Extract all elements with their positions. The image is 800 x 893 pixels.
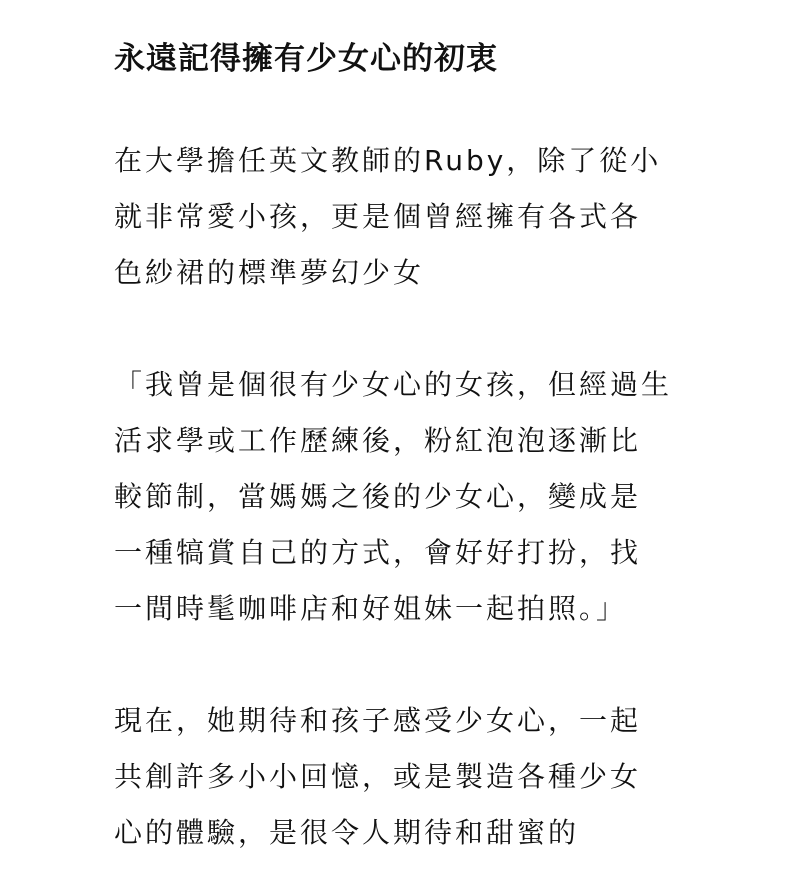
article (114, 0, 686, 861)
paragraph-closing: 現在，她期待和孩子感受少女心，一起 共創許多小小回憶，或是製造各種少女 心的體驗，是很令人期待和甜蜜的 (114, 704, 642, 849)
paragraph-intro: 在大學擔任英文教師的Ruby，除了從小 就非常愛小孩，更是個曾經擁有各式各 色紗裙的標準夢幻少女 (114, 144, 662, 289)
paragraph-quote: 「我曾是個很有少女心的女孩，但經過生 活求學或工作歷練後，粉紅泡泡逐漸比 較節制，當媽媽之後的少女心，變成是 一種犒賞自己的方式，會好好打扮，找 一間時髦咖啡店和好姐妹一起拍照。」 (114, 368, 673, 625)
article-title: 永遠記得擁有少女心的初衷 (114, 41, 498, 77)
